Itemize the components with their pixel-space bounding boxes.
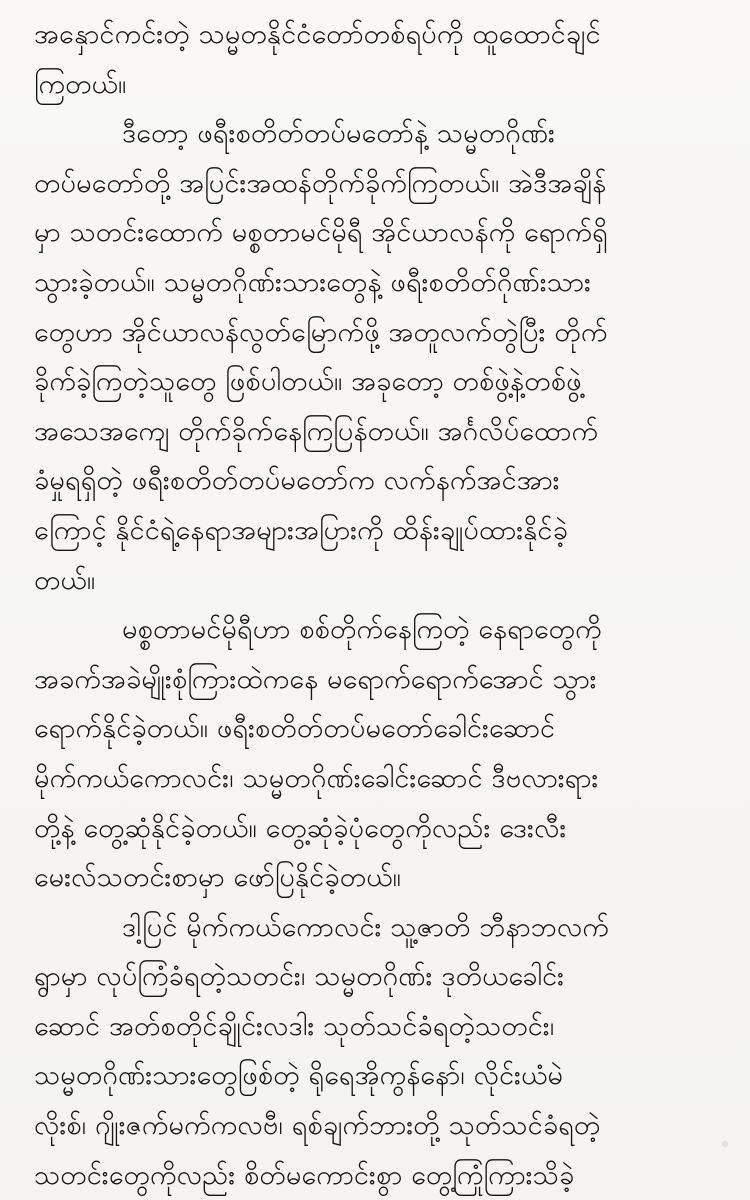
- text-line: အခက်အခဲမျိုးစုံကြားထဲကနေ မရောက်ရောက်အောင် သွား: [34, 663, 597, 695]
- text-line: လိုးစ်၊ ဂျိုးဇက်မက်ကလဗီ၊ ရစ်ချက်ဘားတို့ သုတ်သင်ခံရတဲ့: [34, 1110, 601, 1142]
- text-line: သမ္မတဂိုဏ်းသားတွေဖြစ်တဲ့ ရိုရေအိုကွန်နော်၊ လိုင်းယံမဲ: [34, 1060, 564, 1092]
- text-line: ဒီတော့ ဖရီးစတိတ်တပ်မတော်နဲ့ သမ္မတဂိုဏ်း: [122, 118, 556, 150]
- text-line: ကြတယ်။: [34, 68, 127, 100]
- text-line: တပ်မတော်တို့ အပြင်းအထန်တိုက်ခိုက်ကြတယ်။ အဲဒီအချိန်: [34, 167, 607, 199]
- text-line: ရောက်နိုင်ခဲ့တယ်။ ဖရီးစတိတ်တပ်မတော်ခေါင်းဆောင်: [34, 713, 556, 745]
- text-line: မိုက်ကယ်ကောလင်း၊ သမ္မတဂိုဏ်းခေါင်းဆောင် ဒီဗလားရား: [34, 762, 599, 794]
- watermark-icon: •: [713, 1135, 740, 1153]
- text-line: အနှောင်ကင်းတဲ့ သမ္မတနိုင်ငံတော်တစ်ရပ်ကို ထူထောင်ချင်: [34, 19, 601, 50]
- text-line: ဒါ့ပြင် မိုက်ကယ်ကောလင်း သူ့ဇာတိ ဘီနာဘလက်: [122, 911, 610, 943]
- text-line: တို့နဲ့ တွေ့ဆုံနိုင်ခဲ့တယ်။ တွေ့ဆုံခဲ့ပုံတွေကိုလည်း ဒေးလီး: [34, 812, 567, 844]
- body-text: [34, 10, 724, 1200]
- text-line: အသေအကျေ တိုက်ခိုက်နေကြပြန်တယ်။ အင်္ဂလိပ်ထောက်: [34, 415, 599, 447]
- text-line: သွားခဲ့တယ်။ သမ္မတဂိုဏ်းသားတွေနဲ့ ဖရီးစတိတ်ဂိုဏ်းသား: [34, 266, 592, 298]
- text-line: ခံမှုရရှိတဲ့ ဖရီးစတိတ်တပ်မတော်က လက်နက်အင်အား: [34, 465, 560, 497]
- text-line: သတင်းတွေကိုလည်း စိတ်မကောင်းစွာ တွေ့ကြုံကြားသိခဲ့: [34, 1159, 575, 1191]
- text-line: ရွာမှာ လုပ်ကြံခံရတဲ့သတင်း၊ သမ္မတဂိုဏ်း ဒုတိယခေါင်း: [34, 961, 565, 993]
- text-line: ဆောင် အတ်စတိုင်ချိုင်းလဒါး သုတ်သင်ခံရတဲ့သတင်း၊: [34, 1010, 555, 1042]
- text-line: မေးလ်သတင်းစာမှာ ဖော်ပြနိုင်ခဲ့တယ်။: [34, 862, 401, 894]
- text-line: မစ္စတာမင်မိုရီဟာ စစ်တိုက်နေကြတဲ့ နေရာတွေကို: [122, 614, 602, 646]
- text-line: တယ်။: [34, 564, 96, 596]
- text-line: မှာ သတင်းထောက် မစ္စတာမင်မိုရီ အိုင်ယာလန်ကို ရောက်ရှိ: [34, 217, 608, 249]
- text-line: ခိုက်ခဲ့ကြတဲ့သူတွေ ဖြစ်ပါတယ်။ အခုတော့ တစ်ဖွဲ့နဲ့တစ်ဖွဲ့: [34, 366, 582, 398]
- text-line: တွေဟာ အိုင်ယာလန်လွတ်မြောက်ဖို့ အတူလက်တွဲပြီး တိုက်: [34, 316, 608, 348]
- text-line: ကြောင့် နိုင်ငံရဲ့နေရာအများအပြားကို ထိန်းချုပ်ထားနိုင်ခဲ့: [34, 514, 569, 546]
